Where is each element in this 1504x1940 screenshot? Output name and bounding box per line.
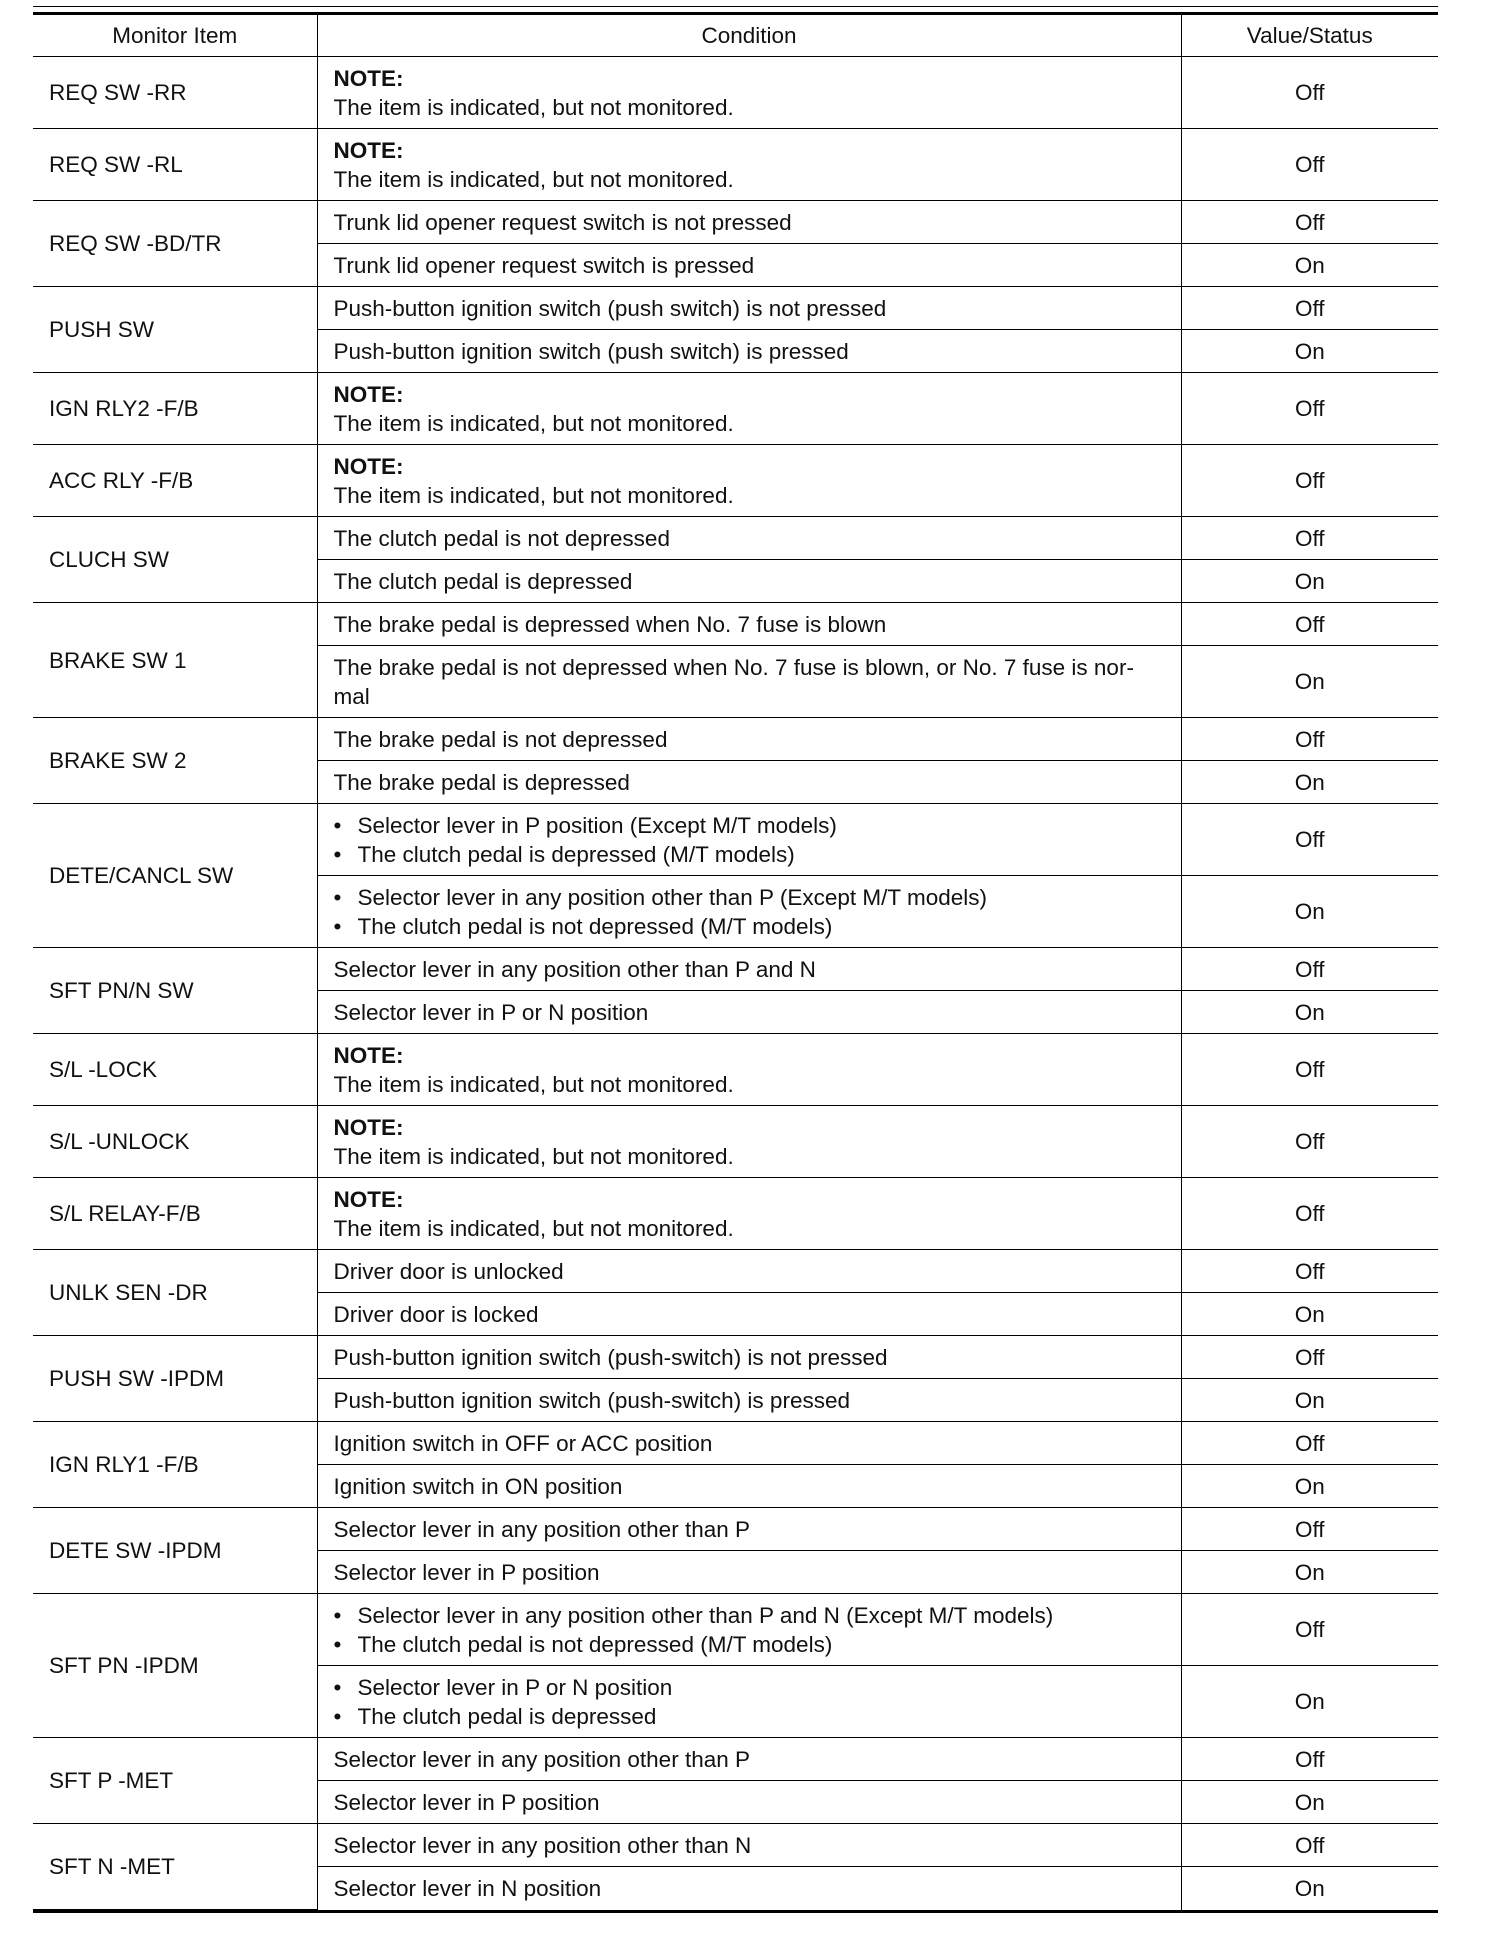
value-status-cell: On [1181, 1551, 1438, 1594]
condition-cell [317, 287, 1181, 330]
condition-bullet-list [334, 1673, 1165, 1731]
header-value-status: Value/Status [1181, 14, 1438, 57]
value-status-cell: Off [1181, 1508, 1438, 1551]
condition-bullet-item: • Selector lever in P or N position [334, 1673, 1165, 1702]
condition-cell [317, 603, 1181, 646]
table-row [33, 948, 1438, 991]
condition-cell [317, 1422, 1181, 1465]
condition-text: Selector lever in N position [333, 1875, 602, 1901]
condition-text: Push-button ignition switch (push switch) is not pressed [333, 295, 887, 321]
condition-text: The brake pedal is depressed [333, 769, 630, 795]
condition-text: Push-button ignition switch (push-switch) is not pressed [333, 1344, 888, 1370]
condition-cell [317, 1594, 1181, 1666]
condition-text: Selector lever in P position [333, 1559, 600, 1585]
table-row [33, 1824, 1438, 1867]
condition-text: Trunk lid opener request switch is pressed [333, 252, 755, 278]
note-label: NOTE: [333, 65, 404, 91]
condition-cell [317, 1034, 1181, 1106]
condition-cell [317, 445, 1181, 517]
value-status-cell: Off [1181, 129, 1438, 201]
monitor-item-cell: DETE/CANCL SW [33, 804, 317, 948]
table-row [33, 1508, 1438, 1551]
condition-cell [317, 1738, 1181, 1781]
condition-bullet-item: • The clutch pedal is not depressed (M/T models) [334, 1630, 1165, 1659]
value-status-cell: Off [1181, 1594, 1438, 1666]
value-status-cell: Off [1181, 445, 1438, 517]
note-text: The item is indicated, but not monitored. [333, 166, 734, 192]
value-status-cell: On [1181, 1781, 1438, 1824]
condition-text: The brake pedal is not depressed when No. 7 fuse is blown, or No. 7 fuse is nor- mal [333, 654, 1134, 709]
monitor-item-cell: UNLK SEN -DR [33, 1250, 317, 1336]
condition-cell [317, 761, 1181, 804]
condition-cell [317, 1106, 1181, 1178]
header-monitor-item: Monitor Item [33, 14, 317, 57]
value-status-cell: Off [1181, 1034, 1438, 1106]
header-row [33, 14, 1438, 57]
table-row [33, 1738, 1438, 1781]
table-row [33, 445, 1438, 517]
condition-text: The clutch pedal is not depressed [333, 525, 670, 551]
condition-text: The clutch pedal is depressed [333, 568, 633, 594]
monitor-item-cell: S/L RELAY-F/B [33, 1178, 317, 1250]
value-status-cell: Off [1181, 804, 1438, 876]
condition-cell [317, 1867, 1181, 1910]
condition-cell [317, 991, 1181, 1034]
note-text: The item is indicated, but not monitored. [333, 410, 734, 436]
value-status-cell: Off [1181, 517, 1438, 560]
monitor-item-cell: SFT N -MET [33, 1824, 317, 1910]
monitor-item-cell: REQ SW -RR [33, 57, 317, 129]
monitor-item-cell: REQ SW -RL [33, 129, 317, 201]
condition-text: Selector lever in any position other than N [333, 1832, 752, 1858]
monitor-item-cell: SFT P -MET [33, 1738, 317, 1824]
table-row [33, 373, 1438, 445]
condition-cell [317, 1465, 1181, 1508]
condition-bullet-item: • Selector lever in any position other than P (Except M/T models) [334, 883, 1165, 912]
note-label: NOTE: [333, 381, 404, 407]
value-status-cell: Off [1181, 718, 1438, 761]
condition-cell [317, 244, 1181, 287]
value-status-cell: On [1181, 991, 1438, 1034]
condition-text: Selector lever in any position other than P [333, 1746, 750, 1772]
condition-cell [317, 201, 1181, 244]
condition-bullet-item: • The clutch pedal is not depressed (M/T models) [334, 912, 1165, 941]
top-rule [33, 6, 1438, 7]
condition-cell [317, 1666, 1181, 1738]
monitor-item-table [33, 12, 1438, 1910]
condition-cell [317, 1178, 1181, 1250]
table-body [33, 57, 1438, 1910]
value-status-cell: On [1181, 1867, 1438, 1910]
table-row [33, 517, 1438, 560]
note-text: The item is indicated, but not monitored. [333, 94, 734, 120]
condition-cell [317, 876, 1181, 948]
value-status-cell: Off [1181, 1336, 1438, 1379]
note-label: NOTE: [333, 137, 404, 163]
monitor-item-cell: PUSH SW [33, 287, 317, 373]
condition-text: Driver door is locked [333, 1301, 539, 1327]
note-label: NOTE: [333, 453, 404, 479]
table-row [33, 1034, 1438, 1106]
table-row [33, 287, 1438, 330]
condition-bullet-item: • The clutch pedal is depressed (M/T models) [334, 840, 1165, 869]
condition-cell [317, 1379, 1181, 1422]
value-status-cell: Off [1181, 373, 1438, 445]
condition-text: The brake pedal is depressed when No. 7 fuse is blown [333, 611, 887, 637]
note-text: The item is indicated, but not monitored. [333, 1143, 734, 1169]
table-row [33, 1422, 1438, 1465]
value-status-cell: Off [1181, 57, 1438, 129]
note-text: The item is indicated, but not monitored. [333, 1215, 734, 1241]
value-status-cell: On [1181, 1379, 1438, 1422]
condition-cell [317, 330, 1181, 373]
condition-cell [317, 1336, 1181, 1379]
condition-cell [317, 373, 1181, 445]
value-status-cell: On [1181, 761, 1438, 804]
monitor-item-cell: CLUCH SW [33, 517, 317, 603]
value-status-cell: Off [1181, 1738, 1438, 1781]
condition-bullet-list [334, 1601, 1165, 1659]
value-status-cell: Off [1181, 603, 1438, 646]
note-label: NOTE: [333, 1114, 404, 1140]
table-row [33, 804, 1438, 876]
value-status-cell: On [1181, 330, 1438, 373]
condition-text: Push-button ignition switch (push switch) is pressed [333, 338, 849, 364]
condition-cell [317, 1508, 1181, 1551]
value-status-cell: Off [1181, 1422, 1438, 1465]
value-status-cell: On [1181, 1666, 1438, 1738]
value-status-cell: On [1181, 876, 1438, 948]
condition-text: Trunk lid opener request switch is not pressed [333, 209, 792, 235]
condition-text: Ignition switch in ON position [333, 1473, 623, 1499]
value-status-cell: Off [1181, 287, 1438, 330]
value-status-cell: Off [1181, 948, 1438, 991]
condition-text: Selector lever in P or N position [333, 999, 649, 1025]
monitor-item-cell: IGN RLY2 -F/B [33, 373, 317, 445]
note-label: NOTE: [333, 1042, 404, 1068]
condition-text: Push-button ignition switch (push-switch) is pressed [333, 1387, 850, 1413]
table-row [33, 603, 1438, 646]
monitor-item-cell: PUSH SW -IPDM [33, 1336, 317, 1422]
condition-text: Selector lever in any position other than P [333, 1516, 750, 1542]
monitor-item-cell: S/L -UNLOCK [33, 1106, 317, 1178]
monitor-item-cell: BRAKE SW 1 [33, 603, 317, 718]
monitor-item-cell: ACC RLY -F/B [33, 445, 317, 517]
value-status-cell: On [1181, 560, 1438, 603]
condition-bullet-item: • The clutch pedal is depressed [334, 1702, 1165, 1731]
condition-cell [317, 1781, 1181, 1824]
value-status-cell: Off [1181, 201, 1438, 244]
condition-cell [317, 1824, 1181, 1867]
table-row [33, 1336, 1438, 1379]
condition-cell [317, 560, 1181, 603]
table-row [33, 57, 1438, 129]
table-row [33, 1594, 1438, 1666]
condition-cell [317, 804, 1181, 876]
condition-text: Selector lever in P position [333, 1789, 600, 1815]
value-status-cell: On [1181, 1465, 1438, 1508]
table-row [33, 201, 1438, 244]
condition-text: Driver door is unlocked [333, 1258, 564, 1284]
condition-cell [317, 1250, 1181, 1293]
monitor-item-cell: IGN RLY1 -F/B [33, 1422, 317, 1508]
monitor-table-wrapper [33, 12, 1438, 1913]
value-status-cell: On [1181, 646, 1438, 718]
condition-cell [317, 1293, 1181, 1336]
table-row [33, 1106, 1438, 1178]
condition-cell [317, 948, 1181, 991]
monitor-item-cell: SFT PN -IPDM [33, 1594, 317, 1738]
condition-bullet-item: • Selector lever in P position (Except M/T models) [334, 811, 1165, 840]
note-text: The item is indicated, but not monitored. [333, 1071, 734, 1097]
condition-cell [317, 718, 1181, 761]
value-status-cell: On [1181, 1293, 1438, 1336]
table-row [33, 1178, 1438, 1250]
condition-text: Selector lever in any position other than P and N [333, 956, 816, 982]
table-row [33, 129, 1438, 201]
condition-text: Ignition switch in OFF or ACC position [333, 1430, 713, 1456]
note-label: NOTE: [333, 1186, 404, 1212]
condition-bullet-list [334, 883, 1165, 941]
monitor-item-cell: SFT PN/N SW [33, 948, 317, 1034]
monitor-item-cell: BRAKE SW 2 [33, 718, 317, 804]
header-condition: Condition [317, 14, 1181, 57]
value-status-cell: Off [1181, 1824, 1438, 1867]
monitor-item-cell: S/L -LOCK [33, 1034, 317, 1106]
monitor-item-cell: REQ SW -BD/TR [33, 201, 317, 287]
value-status-cell: Off [1181, 1106, 1438, 1178]
condition-cell [317, 517, 1181, 560]
condition-cell [317, 1551, 1181, 1594]
note-text: The item is indicated, but not monitored. [333, 482, 734, 508]
condition-bullet-item: • Selector lever in any position other than P and N (Except M/T models) [334, 1601, 1165, 1630]
condition-text: The brake pedal is not depressed [333, 726, 668, 752]
condition-cell [317, 57, 1181, 129]
condition-bullet-list [334, 811, 1165, 869]
condition-cell [317, 129, 1181, 201]
table-row [33, 718, 1438, 761]
monitor-item-cell: DETE SW -IPDM [33, 1508, 317, 1594]
value-status-cell: On [1181, 244, 1438, 287]
value-status-cell: Off [1181, 1250, 1438, 1293]
condition-cell [317, 646, 1181, 718]
table-row [33, 1250, 1438, 1293]
value-status-cell: Off [1181, 1178, 1438, 1250]
